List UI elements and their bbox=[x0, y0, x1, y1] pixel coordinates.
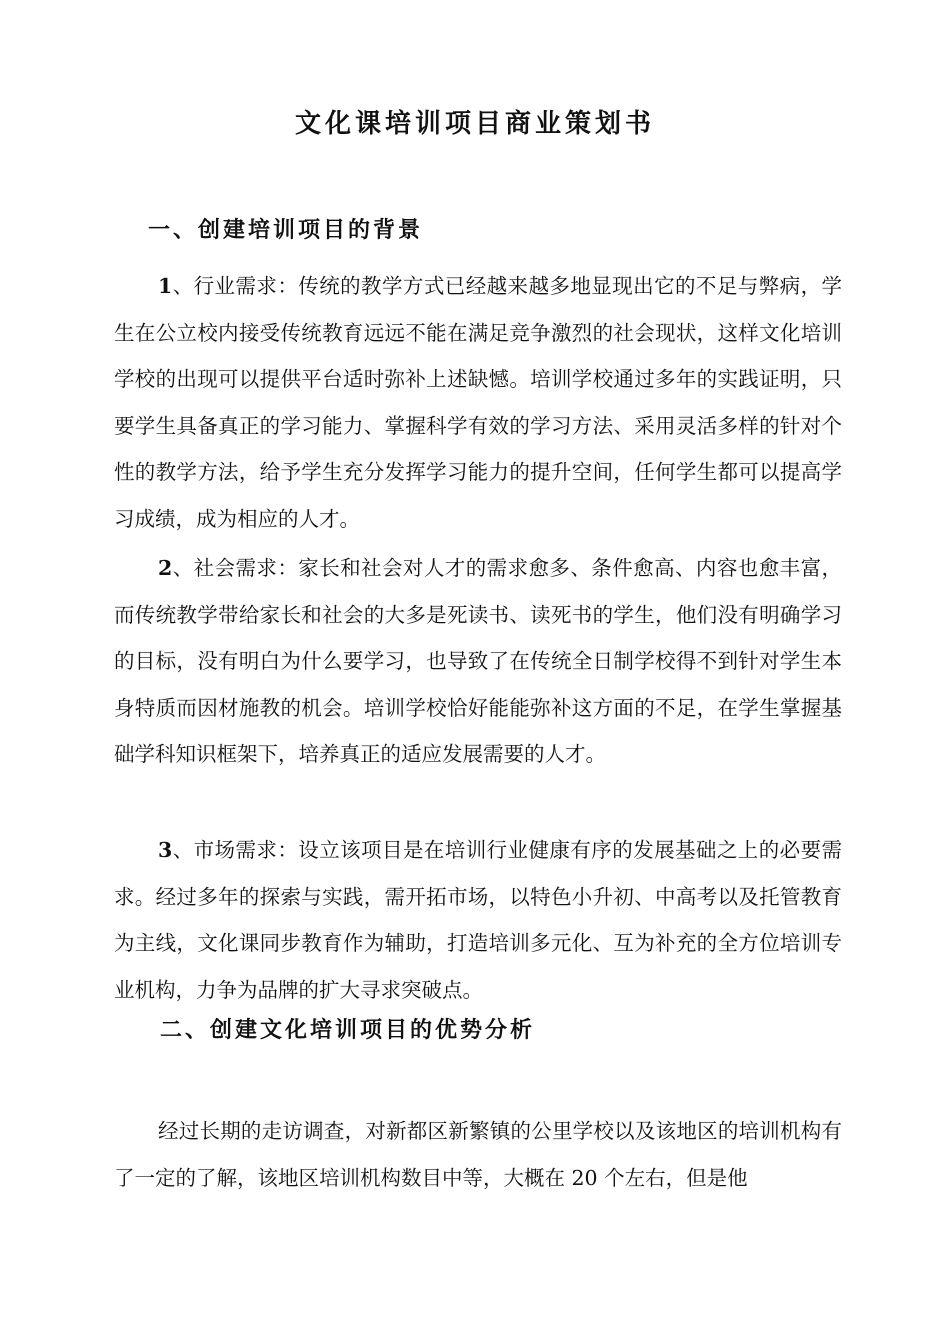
paragraph-social-demand bbox=[114, 545, 842, 778]
paragraph-text: 、社会需求：家长和社会对人才的需求愈多、条件愈高、内容也愈丰富，而传统教学带给家长和社会的大多是死读书、读死书的学生，他们没有明确学习的目标，没有明白为什么要学习，也导致了在传统全日制学校得不到针对学生本身特质而因材施教的机会。培训学校恰好能能弥补这方面的不足，在学生掌握基础学科知识框架下，培养真正的适应发展需要的人才。 bbox=[114, 556, 842, 766]
item-number: 1 bbox=[158, 274, 173, 298]
paragraph-text: 、市场需求：设立该项目是在培训行业健康有序的发展基础之上的必要需求。经过多年的探索与实践，需开拓市场，以特色小升初、中高考以及托管教育为主线，文化课同步教育作为辅助，打造培训多元化、互为补充的全方位培训专业机构，力争为品牌的扩大寻求突破点。 bbox=[114, 838, 842, 1002]
document-title: 文化课培训项目商业策划书 bbox=[294, 109, 655, 139]
item-number: 3 bbox=[158, 838, 173, 862]
section-heading-advantages: 二、创建文化培训项目的优势分析 bbox=[160, 1017, 536, 1043]
paragraph-text: 、行业需求：传统的教学方式已经越来越多地显现出它的不足与弊病，学生在公立校内接受传统教育远远不能在满足竞争激烈的社会现状，这样文化培训学校的出现可以提供平台适时弥补上述缺憾。培训学校通过多年的实践证明，只要学生具备真正的学习能力、掌握科学有效的学习方法、采用灵活多样的针对个性的教学方法，给予学生充分发挥学习能力的提升空间，任何学生都可以提高学习成绩，成为相应的人才。 bbox=[114, 274, 842, 531]
paragraph-survey: 经过长期的走访调查，对新都区新繁镇的公里学校以及该地区的培训机构有了一定的了解，该地区培训机构数目中等，大概在 20 个左右，但是他 bbox=[114, 1119, 842, 1190]
section-heading-background: 一、创建培训项目的背景 bbox=[148, 217, 424, 243]
item-number: 2 bbox=[158, 556, 173, 580]
paragraph-industry-demand bbox=[114, 263, 842, 542]
paragraph-market-demand bbox=[114, 827, 842, 1013]
